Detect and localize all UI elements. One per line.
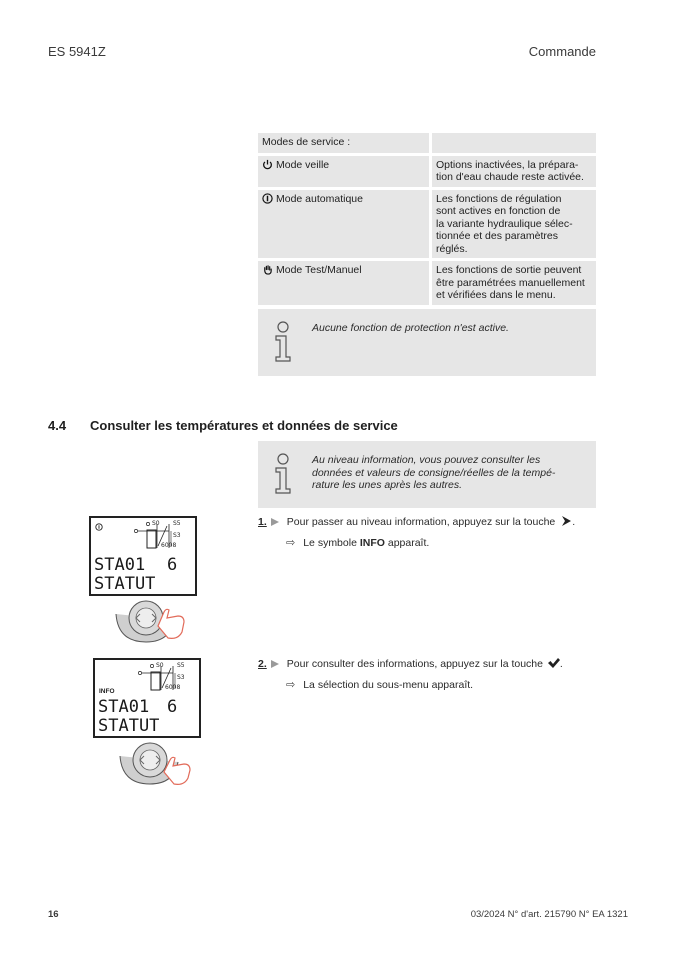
note-text: Aucune fonction de protection n'est active. <box>312 322 509 334</box>
display-value: 6 <box>167 697 178 717</box>
step-arrow-icon <box>271 518 279 526</box>
step-arrow-icon <box>271 660 279 668</box>
sensor-label: S0 <box>152 520 160 527</box>
step-1-result: ⇨ Le symbole INFO apparaît. <box>286 537 430 549</box>
rotary-knob[interactable] <box>116 740 194 786</box>
mode-description: Les fonctions de sortie peuvent être paramétrées manuellement et vérifiées dans le menu. <box>429 261 596 305</box>
table-row <box>258 156 596 187</box>
table-row <box>258 261 596 305</box>
result-arrow-icon: ⇨ <box>286 537 296 549</box>
controller-display <box>89 516 197 596</box>
power-icon <box>262 159 273 170</box>
result-arrow-icon: ⇨ <box>286 679 296 691</box>
table-title: Modes de service : <box>258 133 429 153</box>
info-symbol: INFO <box>99 688 115 695</box>
rotary-knob[interactable] <box>112 598 190 644</box>
hand-icon <box>262 264 273 275</box>
checkmark-icon <box>548 658 560 668</box>
auto-mode-icon <box>262 193 273 204</box>
mode-label: Mode automatique <box>276 192 363 205</box>
step-2: 2. Pour consulter des informations, appuyez sur la touche . <box>258 658 563 670</box>
step-1: 1. Pour passer au niveau information, appuyez sur la touche . <box>258 516 576 528</box>
sensor-label: S5 <box>177 662 185 669</box>
document-code: ES 5941Z <box>48 44 106 59</box>
step-2-result: ⇨ La sélection du sous-menu apparaît. <box>286 679 474 691</box>
mode-description: Options inactivées, la prépara- tion d'eau chaude reste activée. <box>429 156 596 187</box>
chapter-title: Commande <box>528 44 596 59</box>
sensor-label: 6008 <box>161 542 177 549</box>
sensor-label: S3 <box>177 674 185 681</box>
step-number: 2. <box>258 658 267 670</box>
sensor-label: S3 <box>173 532 181 539</box>
mode-label: Mode veille <box>276 158 330 171</box>
page-number: 16 <box>48 909 59 920</box>
display-line-2: STATUT <box>94 574 156 594</box>
step-text: Pour consulter des informations, appuyez sur la touche <box>286 658 543 670</box>
display-line-1: STA01 <box>94 555 146 575</box>
table-row <box>258 190 596 259</box>
info-level-note <box>258 441 596 508</box>
operating-modes-table <box>258 130 596 308</box>
mode-description: Les fonctions de régulation sont actives en fonction de la variante hydraulique sélec- tionnée et des paramètres réglés. <box>429 190 596 259</box>
note-text: Au niveau information, vous pouvez consulter les données et valeurs de consigne/réelles de la tempé- rature les unes après les autres. <box>312 454 556 491</box>
info-icon <box>272 453 294 495</box>
step-text: Pour passer au niveau information, appuyez sur la touche <box>286 516 556 528</box>
step-number: 1. <box>258 516 267 528</box>
controller-display <box>93 658 201 738</box>
document-info: 03/2024 N° d'art. 215790 N° EA 1321 <box>470 909 628 920</box>
protection-note <box>258 309 596 376</box>
display-line-1: STA01 <box>98 697 150 717</box>
display-line-2: STATUT <box>98 716 160 736</box>
mode-label: Mode Test/Manuel <box>276 264 362 276</box>
chevron-right-icon <box>560 516 572 526</box>
section-number: 4.4 <box>48 418 67 433</box>
sensor-label: S0 <box>156 662 164 669</box>
display-value: 6 <box>167 555 178 575</box>
sensor-label: 6008 <box>165 684 181 691</box>
sensor-label: S5 <box>173 520 181 527</box>
info-icon <box>272 321 294 363</box>
section-title: Consulter les températures et données de service <box>90 418 398 433</box>
table-header-row <box>258 133 596 153</box>
